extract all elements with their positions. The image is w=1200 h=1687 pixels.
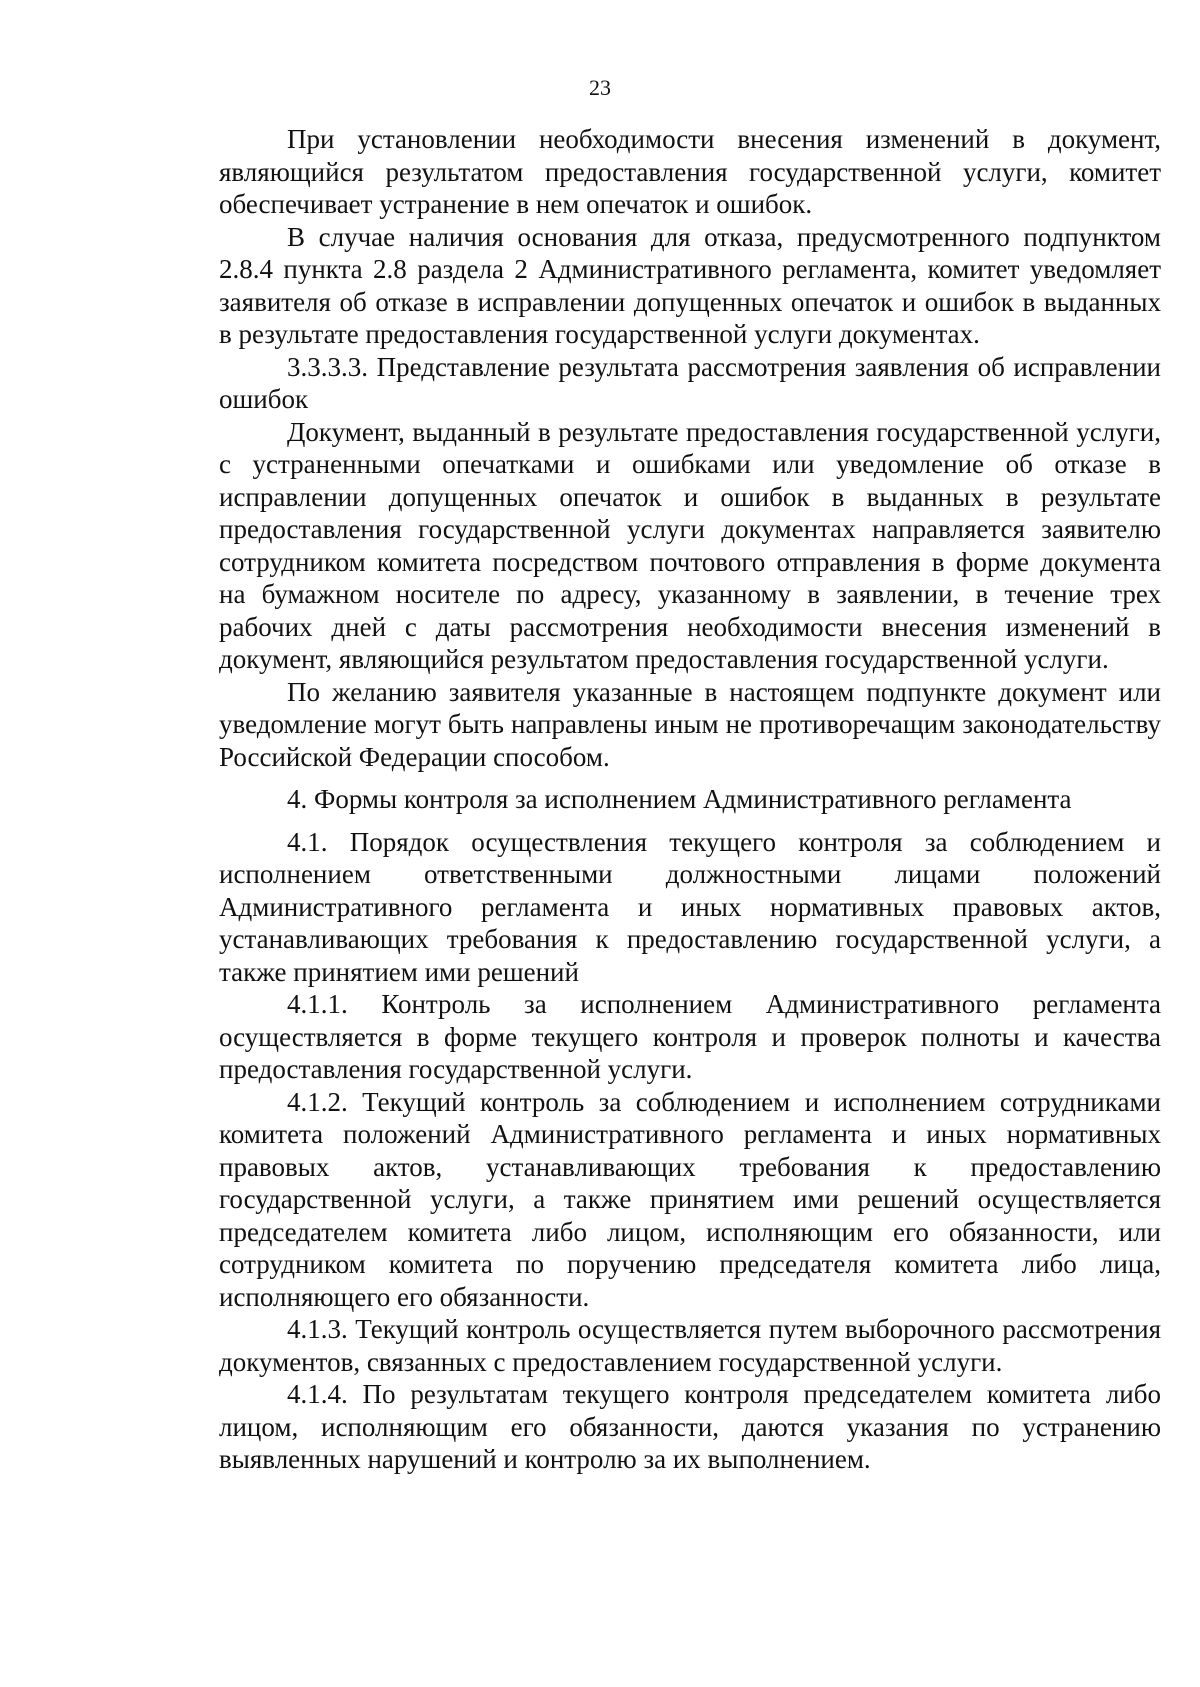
paragraph-4-1-3: 4.1.3. Текущий контроль осуществляется путем выборочного рассмотрения документов, связанных с предоставлением государственной услуги. <box>219 1314 1161 1377</box>
paragraph-document-delivery: Документ, выданный в результате предоставления государственной услуги, с устраненными опечатками и ошибками или уведомление об отказе в исправлении допущенных опечаток и ошибок в выданных в результате предоставления государственной услуги документах направляется заявителю сотрудником комитета посредством почтового отправления в форме документа на бумажном носителе по адресу, указанному в заявлении, в течение трех рабочих дней с даты рассмотрения необходимости внесения изменений в документ, являющийся результатом предоставления государственной услуги. <box>219 416 1161 674</box>
paragraph-corrections-ensured: При установлении необходимости внесения изменений в документ, являющийся результатом предоставления государственной услуги, комитет обеспечивает устранение в нем опечаток и ошибок. <box>219 124 1161 219</box>
paragraph-refusal-notice: В случае наличия основания для отказа, предусмотренного подпунктом 2.8.4 пункта 2.8 раздела 2 Административного регламента, комитет уведомляет заявителя об отказе в исправлении допущенных опечаток и ошибок в выданных в результате предоставления государственной услуги документах. <box>219 221 1161 349</box>
section-4-heading: 4. Формы контроля за исполнением Административного регламента <box>287 784 1072 814</box>
subsection-3-3-3-3-heading: 3.3.3.3. Представление результата рассмотрения заявления об исправлении ошибок <box>219 351 1161 414</box>
paragraph-4-1: 4.1. Порядок осуществления текущего контроля за соблюдением и исполнением ответственными должностными лицами положений Административного регламента и иных нормативных правовых актов, устанавливающих требования к предоставлению государственной услуги, а также принятием ими решений <box>219 826 1161 987</box>
page-number: 23 <box>589 75 611 100</box>
document-body <box>219 123 1161 1476</box>
paragraph-4-1-1: 4.1.1. Контроль за исполнением Административного регламента осуществляется в форме текущего контроля и проверок полноты и качества предоставления государственной услуги. <box>219 989 1161 1084</box>
paragraph-4-1-2: 4.1.2. Текущий контроль за соблюдением и исполнением сотрудниками комитета положений Административного регламента и иных нормативных правовых актов, устанавливающих требования к предоставлению государственной услуги, а также принятием ими решений осуществляется председателем комитета либо лицом, исполняющим его обязанности, или сотрудником комитета по поручению председателя комитета либо лица, исполняющего его обязанности. <box>219 1086 1161 1312</box>
paragraph-alternative-delivery: По желанию заявителя указанные в настоящем подпункте документ или уведомление могут быть направлены иным не противоречащим законодательству Российской Федерации способом. <box>219 676 1161 772</box>
paragraph-4-1-4: 4.1.4. По результатам текущего контроля председателем комитета либо лицом, исполняющим его обязанности, даются указания по устранению выявленных нарушений и контролю за их выполнением. <box>219 1379 1161 1474</box>
